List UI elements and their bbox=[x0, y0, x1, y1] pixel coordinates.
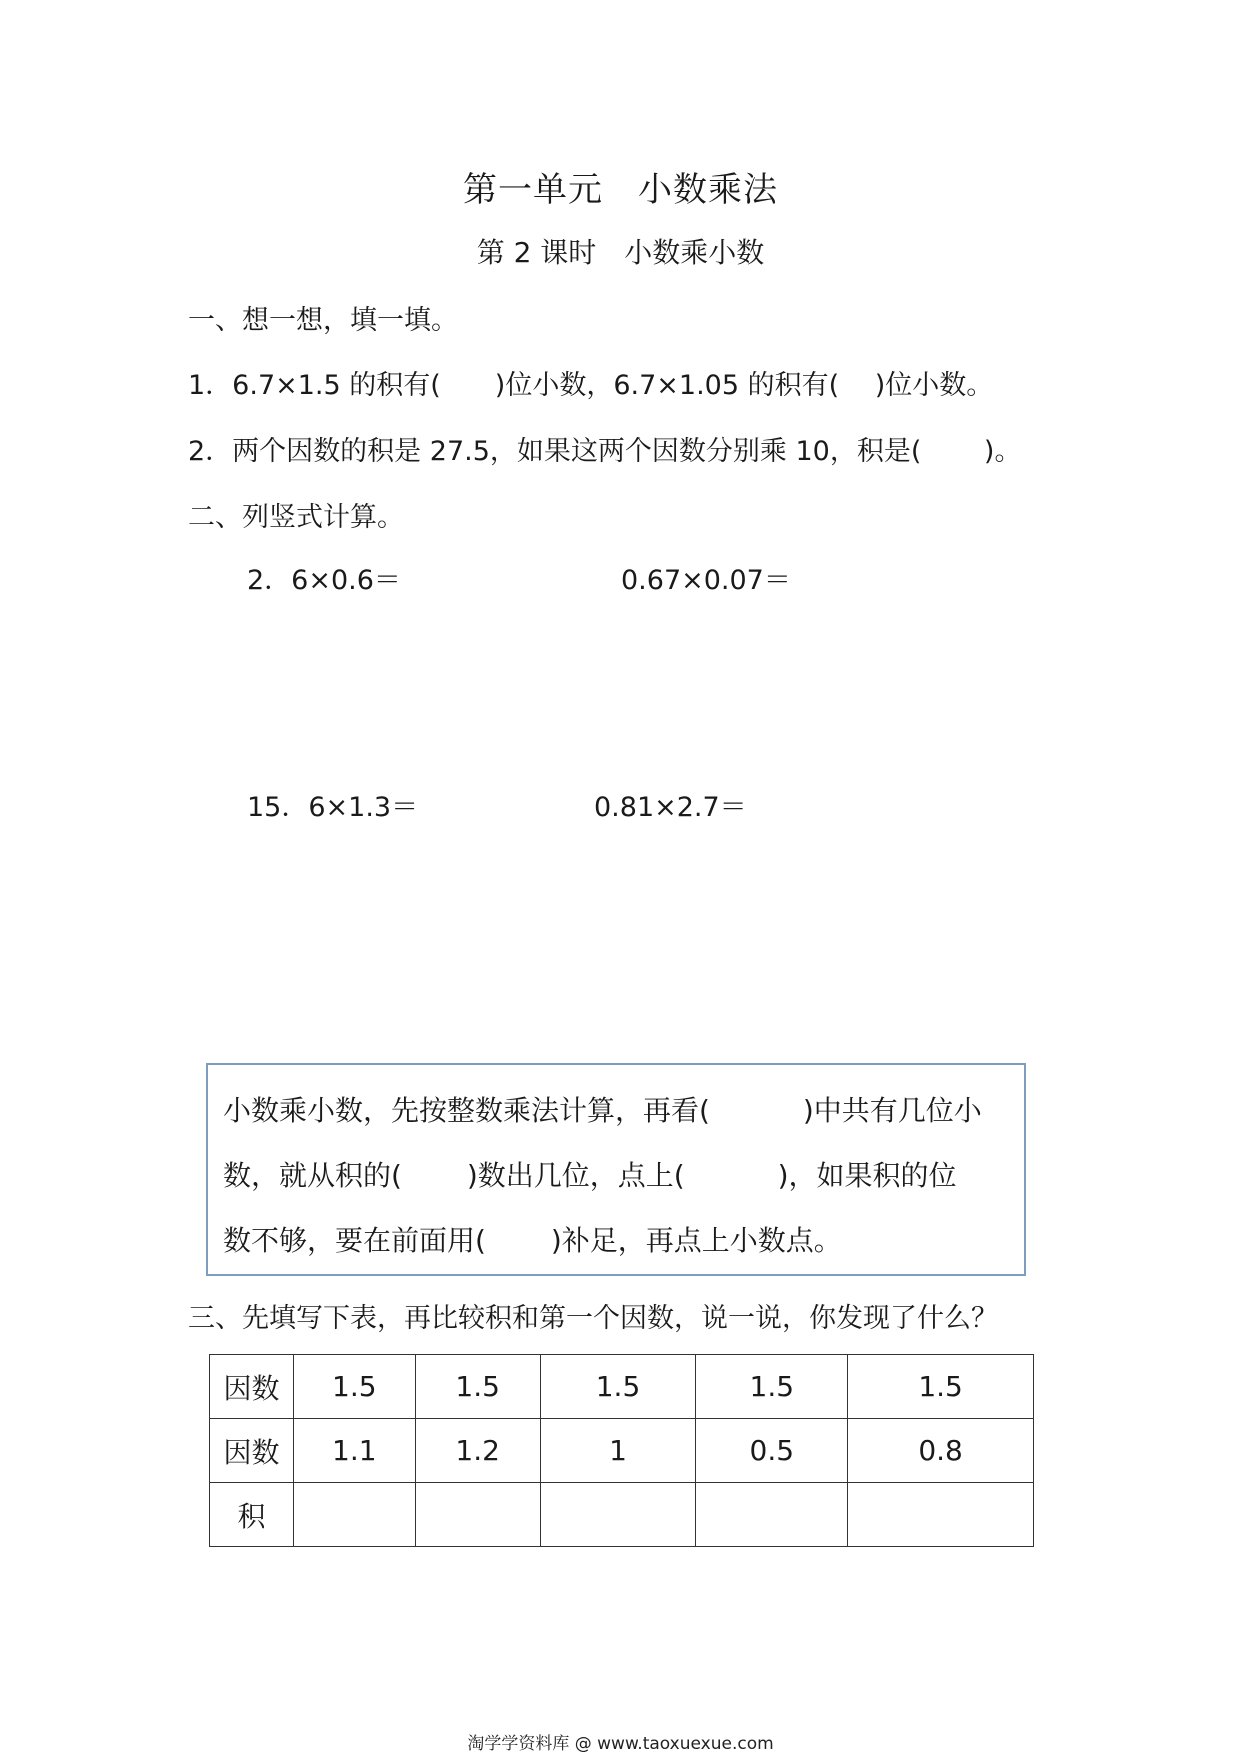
answer-cell bbox=[696, 1483, 848, 1547]
table-cell: 1.5 bbox=[540, 1355, 696, 1419]
calc-problem-3: 15．6×1.3＝ bbox=[247, 792, 419, 823]
summary-line-2: 数，就从积的( )数出几位，点上( )，如果积的位 bbox=[223, 1159, 957, 1192]
table-row bbox=[210, 1483, 1034, 1547]
answer-cell bbox=[848, 1483, 1034, 1547]
footer-watermark: 淘学学资料库 @ www.taoxuexue.com bbox=[467, 1734, 774, 1754]
table-cell: 0.8 bbox=[848, 1419, 1034, 1483]
table-cell: 1.2 bbox=[415, 1419, 540, 1483]
table-row bbox=[210, 1419, 1034, 1483]
question-1: 1．6.7×1.5 的积有( )位小数，6.7×1.05 的积有( )位小数。 bbox=[188, 370, 994, 401]
table-cell: 1.5 bbox=[293, 1355, 415, 1419]
table-cell: 1 bbox=[540, 1419, 696, 1483]
calc-problem-4: 0.81×2.7＝ bbox=[594, 792, 747, 823]
summary-box bbox=[206, 1063, 1026, 1276]
question-2: 2．两个因数的积是 27.5，如果这两个因数分别乘 10，积是( )。 bbox=[188, 436, 1022, 467]
answer-cell bbox=[540, 1483, 696, 1547]
summary-line-3: 数不够，要在前面用( )补足，再点上小数点。 bbox=[223, 1224, 842, 1257]
section3-heading: 三、先填写下表，再比较积和第一个因数，说一说，你发现了什么？ bbox=[188, 1303, 998, 1334]
summary-line-1: 小数乘小数，先按整数乘法计算，再看( )中共有几位小 bbox=[223, 1094, 982, 1127]
calc-problem-1: 2．6×0.6＝ bbox=[247, 565, 401, 596]
table-cell: 1.5 bbox=[415, 1355, 540, 1419]
table-cell: 0.5 bbox=[696, 1419, 848, 1483]
unit-title: 第一单元 小数乘法 bbox=[463, 170, 778, 210]
factor-table bbox=[209, 1354, 1034, 1547]
section2-heading: 二、列竖式计算。 bbox=[188, 502, 404, 533]
answer-cell bbox=[415, 1483, 540, 1547]
row-header: 因数 bbox=[210, 1355, 294, 1419]
table-cell: 1.5 bbox=[696, 1355, 848, 1419]
answer-cell bbox=[293, 1483, 415, 1547]
row-header: 因数 bbox=[210, 1419, 294, 1483]
section1-heading: 一、想一想，填一填。 bbox=[188, 305, 458, 336]
lesson-title: 第 2 课时 小数乘小数 bbox=[476, 236, 765, 269]
table-cell: 1.5 bbox=[848, 1355, 1034, 1419]
table-row bbox=[210, 1355, 1034, 1419]
row-header: 积 bbox=[210, 1483, 294, 1547]
calc-problem-2: 0.67×0.07＝ bbox=[621, 565, 791, 596]
table-cell: 1.1 bbox=[293, 1419, 415, 1483]
